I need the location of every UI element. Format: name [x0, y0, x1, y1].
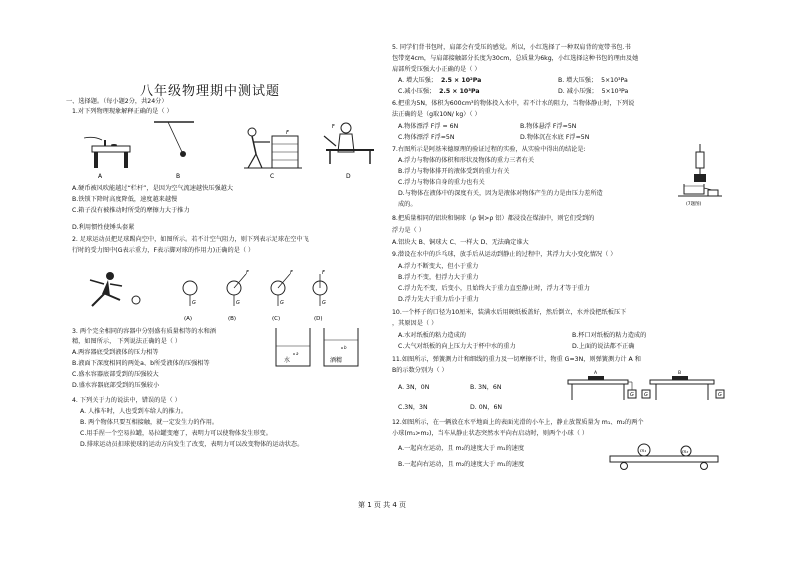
q1-fig-label-c: C [270, 173, 275, 180]
q1-opt-a: A.硬币被风吹能越过“栏杆”，是因为空气流速越快压强越大 [72, 185, 234, 192]
q6-opt-a: A.物体漂浮 F浮 = 6N [398, 123, 459, 130]
q11-g-label-3: G [718, 392, 722, 398]
q2-option-b-figure [227, 270, 249, 322]
q6-opt-d: D.物体沉在水底 F浮=5N [520, 134, 590, 141]
q7-figure-caption: (7题图) [686, 202, 702, 207]
page-title: 八年级物理期中测试题 [140, 84, 281, 99]
q2-option-d-figure [313, 270, 327, 322]
q12-opt-b: B.一起向右运动，且 m₂的速度大于 m₁的速度 [398, 461, 525, 468]
q10-opt-d: D.上面的说法都不正确 [572, 343, 635, 350]
q2-c-f-label: F [290, 270, 293, 276]
q4-stem: 4. 下列关于力的说法中，错误的是（ ） [72, 397, 181, 404]
q12-figure [606, 440, 726, 472]
q12-line-2: 小球(m₁>m₂)，当车从静止状态突然水平向右启动时，则两个小球（ ） [392, 430, 589, 437]
q11-label-a: A [594, 371, 598, 376]
q1-fig-c [244, 128, 302, 180]
q3-opt-c: C.盛水容器底部受到的压强较大 [72, 371, 159, 378]
q11-label-b: B [678, 371, 682, 376]
q11-g-label-1: G [630, 392, 634, 398]
q5-opt-c: C.减小压强； 2.5 × 10³Pa [398, 88, 480, 95]
q9-opt-c: C.浮力先不变，后变小，且始终大于重力直至静止时，浮力才等于重力 [398, 285, 590, 292]
q9-opt-d: D.浮力先大于重力后小于重力 [398, 296, 479, 303]
q1-fig-a [84, 137, 130, 180]
q2-figure [74, 262, 374, 322]
q4-opt-a: A. 人推车时，人也受到车给人的推力。 [80, 408, 188, 415]
q10-opt-a: A.水对纸板的粘力造成的 [398, 332, 466, 339]
q9-opt-a: A.浮力不断变大，但小于重力 [398, 263, 479, 270]
q1-fig-label-b: B [176, 173, 181, 180]
q6-line-1: 6.把重为5N，体积为600cm³的物体投入水中，若不计水的阻力，当物体静止时，下列说 [392, 100, 635, 107]
q3-opt-a: A.两容器底受到液体的压力相等 [72, 349, 159, 356]
page-footer: 第 1 页 共 4 页 [358, 501, 407, 509]
q2-player [90, 272, 140, 306]
q1-fig-label-a: A [98, 173, 103, 180]
q4-opt-b: B. 两个物体只要互相接触，就一定发生力的作用。 [80, 419, 219, 426]
q2-b-g-label: G [236, 300, 240, 306]
q1-opt-d: D.利用惯性使锤头套紧 [72, 224, 135, 231]
q9-line-1: 9.潜设在水中的乒乓球，放手后从运动到静止的过程中，其浮力大小变化情况（ ） [392, 251, 617, 258]
q11-setup-a [568, 370, 636, 400]
q2-option-a-figure [183, 281, 197, 322]
q6-opt-b: B.物体悬浮 F浮=5N [520, 123, 577, 130]
q7-opt-c: C.浮力与物体自身的重力也有关 [398, 179, 485, 186]
q9-opt-b: B.浮力不变，但浮力大于重力 [398, 274, 479, 281]
q1-figure [84, 118, 384, 180]
q2-b-f-label: F [246, 270, 249, 276]
q10-line-2: ，其原因是（ ） [392, 320, 438, 327]
q11-opt-a: A. 3N，0N [398, 384, 430, 391]
q6-line-2: 法正确的是（g取10N/ kg）（ ） [392, 111, 481, 118]
q5-opt-a: A. 增大压强； 2.5 × 10²Pa [398, 77, 482, 84]
q11-opt-c: C.3N，3N [398, 404, 428, 411]
q5-opt-d: D. 减小压强； 5×10³Pa [558, 88, 629, 95]
q2-a-g-label: G [192, 300, 196, 306]
q2-fig-label-b: (B) [228, 316, 237, 322]
q12-line-1: 12.如图所示，在一辆放在水平地面上的表面光滑的小车上，静止放置质量为 m₁、m₂的两个 [392, 419, 644, 426]
q3-point-b: b [344, 345, 347, 350]
q1-fig-label-d: D [346, 173, 351, 180]
q11-figure [566, 370, 730, 406]
q7-line-1: 7.右图所示是阿基米德原理的验证过程的实验，从实验中得出的结论是: [392, 146, 586, 153]
q1-stem: 1.对下列物理现象解释正确的是（ ） [72, 108, 173, 115]
q7-figure [674, 142, 726, 208]
q10-opt-b: B.杯口对纸板的粘力造成的 [572, 332, 647, 339]
q2-d-f-label: F [322, 270, 325, 276]
q3-figure [270, 326, 370, 372]
q3-stem-2: 精，如图所示， 下列说法正确的是（ ） [72, 338, 182, 345]
q1-opt-b: B.铁锁下降时高度降低，速度越来越慢 [72, 196, 178, 203]
q2-stem-1: 2. 足球运动员把足球踢向空中，如图所示。若不计空气阻力，则下列表示足球在空中飞 [72, 236, 309, 243]
q11-line-1: 11.如图所示，弹簧测力计和细线的重力及一切摩擦不计，物重 G=3N，则弹簧测力计 A 和 [392, 356, 641, 363]
q4-opt-d: D.排球运动员扣球使球的运动方向发生了改变，表明力可以改变物体的运动状态。 [80, 441, 304, 448]
q3-alcohol-label: 酒精 [330, 357, 343, 364]
q3-alcohol-beaker [324, 328, 358, 366]
q7-opt-d-cont: 成的。 [398, 201, 417, 208]
q5-line-1: 5. 同学们背书包时，肩部会有受压的感觉。所以，小红选择了一种双肩背的宽带书包.书 [392, 44, 631, 51]
q2-d-g-label: G [322, 300, 326, 306]
q11-opt-d: D. 0N，6N [470, 404, 503, 411]
q11-opt-b: B. 3N，6N [470, 384, 502, 391]
q11-setup-b [642, 370, 724, 400]
q2-fig-label-d: (D) [314, 316, 323, 322]
q11-line-2: B的示数分别为（ ） [392, 367, 448, 374]
svg-text:F: F [332, 124, 335, 130]
q5-line-2: 包带宽4cm，与肩部接触部分长度为30cm，总质量为6kg，小红选择这种书包的理由及她 [392, 55, 639, 62]
q11-g-label-2: G [644, 392, 648, 398]
q3-water-label: 水 [284, 357, 291, 364]
q7-opt-b: B.浮力与物体排开的液体受到的重力有关 [398, 168, 510, 175]
q3-point-a: a [296, 351, 299, 356]
q6-opt-c: C.物体漂浮 F浮=5N [398, 134, 455, 141]
q1-fig-b [154, 122, 194, 180]
q1-opt-c: C.箱子没有被推动时所受的摩擦力大于推力 [72, 207, 190, 214]
q12-ball-m2-label: m₂ [682, 450, 689, 455]
q3-water-beaker [276, 328, 310, 366]
q2-fig-label-a: (A) [184, 316, 193, 322]
q2-stem-2: 行时的受力图中(G表示重力，F表示脚对球的作用力)正确的是（ ） [72, 247, 255, 254]
q10-line-1: 10.一个杯子的口径为10厘米，装满水后用硬纸板盖好，然后倒立，水并没把纸板压下 [392, 309, 627, 316]
q3-opt-d: D.盛水容器底部受到的压强较小 [72, 382, 160, 389]
q10-opt-c: C.大气对纸板的向上压力大于杯中水的重力 [398, 343, 516, 350]
q12-ball-m1-label: m₁ [640, 449, 647, 454]
q5-line-3: 肩部所受压强大小正确的是（ ） [392, 66, 481, 73]
section-heading: 一、选择题。（每小题2分，共24分） [66, 98, 168, 105]
q7-opt-a: A.浮力与物体的体积和形状及物体的重力三者有关 [398, 157, 535, 164]
q7-opt-d: D.与物体在液体中的深度有关，因为是液体对物体产生的力是由压力差所造 [398, 190, 603, 197]
svg-text:F: F [286, 130, 289, 136]
q3-stem-1: 3. 两个完全相同的容器中分别盛有质量相等的水和酒 [72, 328, 216, 335]
q12-opt-a: A.一起向左运动，且 m₂的速度大于 m₁的速度 [398, 445, 525, 452]
q3-opt-b: B.液面下深度相同的两处a、b所受液体的压强相等 [72, 360, 210, 367]
q4-opt-c: C.用手捏一个空易拉罐，易拉罐变瘪了，表明力可以使物体发生形变。 [80, 430, 272, 437]
q8-options: A.铝块大 B、铜球大 C、一样大 D、无法确定谁大 [392, 239, 529, 246]
q5-opt-b: B. 增大压强； 5×10³Pa [558, 77, 628, 84]
q8-line-1: 8.把质量相同的铝块和铜球（ρ 铜>ρ 铝）都浸没在煤油中，则它们受到的 [392, 215, 595, 222]
q2-c-g-label: G [280, 300, 284, 306]
q2-fig-label-c: (C) [272, 316, 281, 322]
q8-line-2: 浮力是（ ） [392, 227, 425, 234]
q1-fig-d [324, 123, 374, 180]
q2-option-c-figure [271, 270, 293, 322]
